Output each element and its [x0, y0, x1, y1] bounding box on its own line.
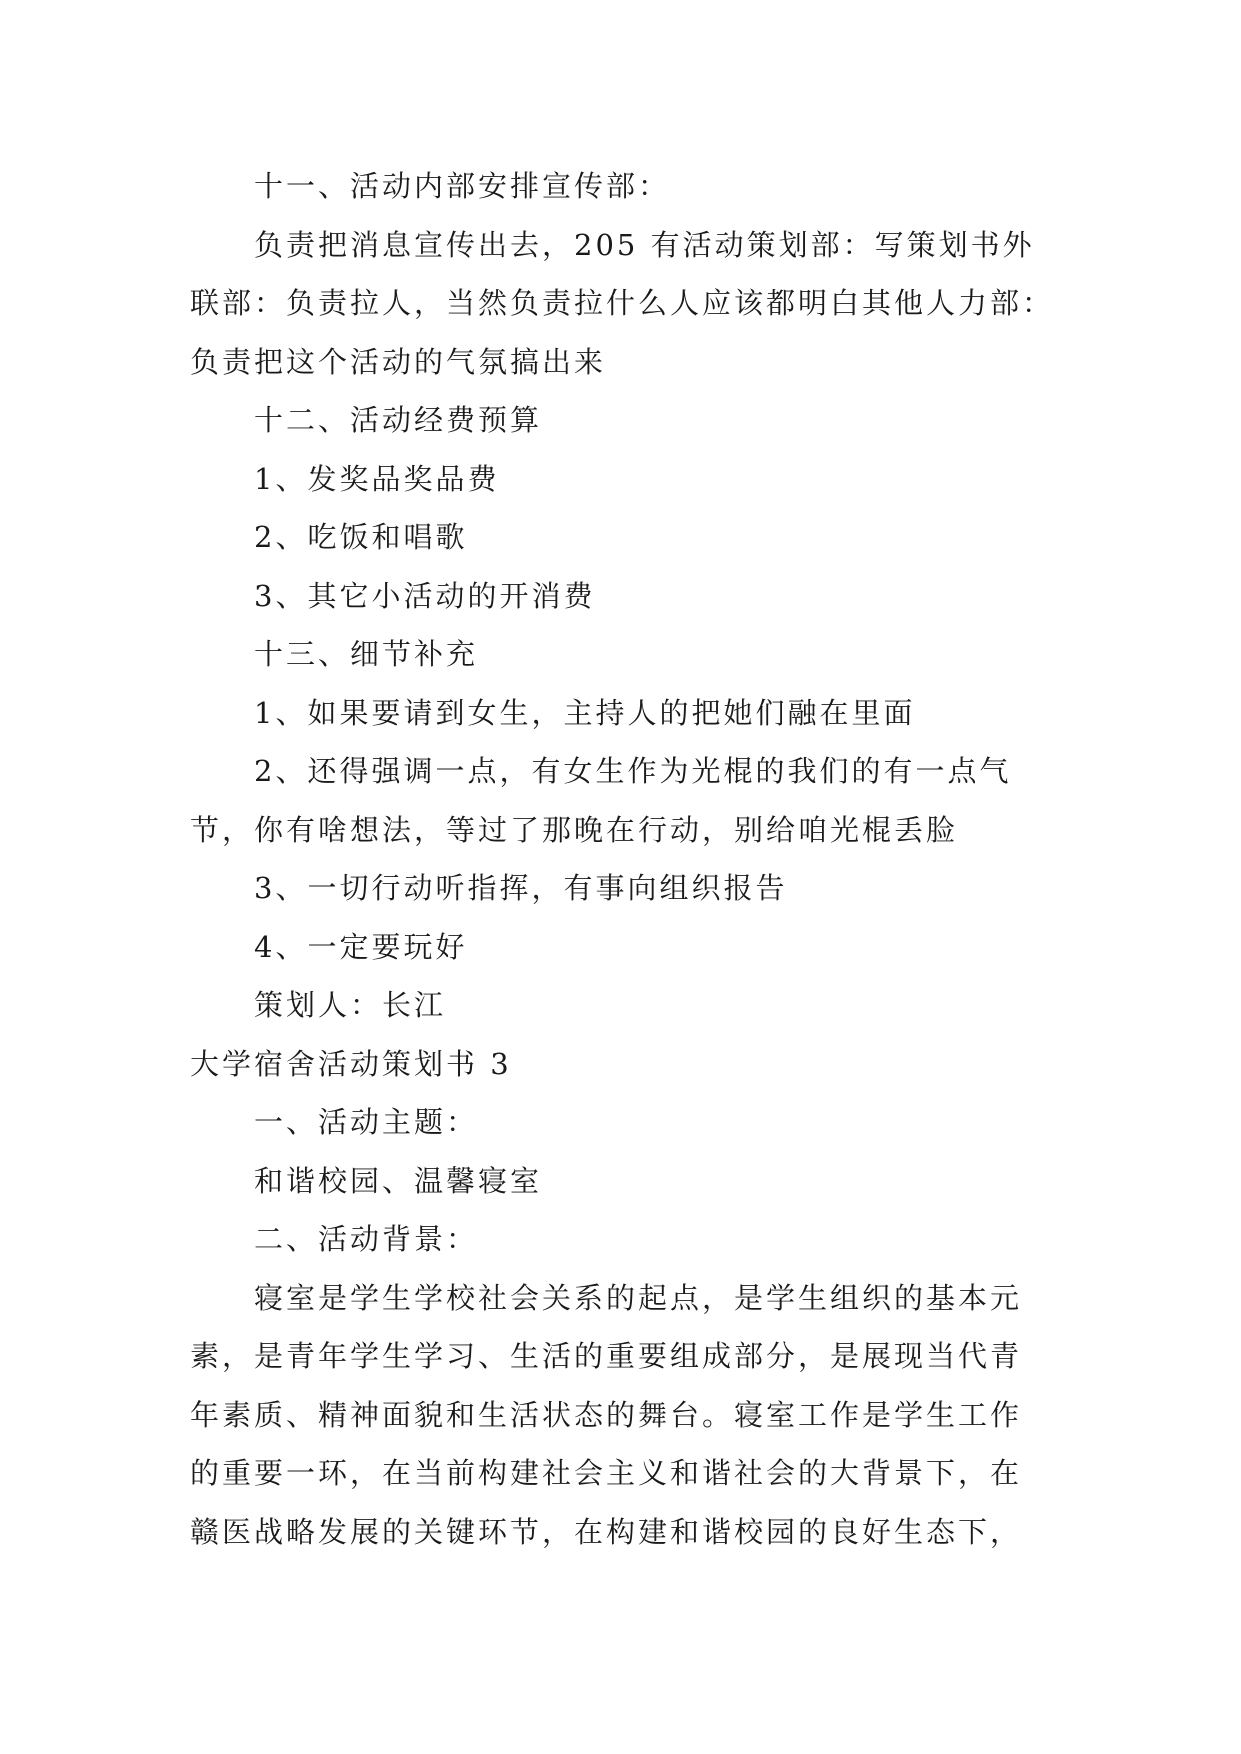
list-item: 2、吃饭和唱歌: [254, 520, 468, 554]
document-body: [190, 157, 1060, 1561]
list-item: 3、其它小活动的开消费: [254, 578, 596, 613]
list-item: 1、如果要请到女生，主持人的把她们融在里面: [254, 695, 916, 730]
list-item: 4、一定要玩好: [254, 929, 468, 964]
list-item: 1、发奖品奖品费: [254, 461, 500, 496]
paragraph-line: 的重要一环，在当前构建社会主义和谐社会的大背景下，在: [190, 1456, 1023, 1490]
section-heading-2: 二、活动背景：: [254, 1222, 479, 1256]
paragraph-line: 赣医战略发展的关键环节，在构建和谐校园的良好生态下，: [190, 1514, 1023, 1549]
section-heading-11: 十一、活动内部安排宣传部：: [254, 169, 671, 203]
paragraph-line: 寝室是学生学校社会关系的起点，是学生组织的基本元: [254, 1280, 1023, 1315]
planner-signature: 策划人：长江: [254, 988, 447, 1022]
section-heading-13: 十三、细节补充: [254, 637, 479, 671]
list-item: 3、一切行动听指挥，有事向组织报告: [254, 871, 788, 905]
paragraph-line: 年素质、精神面貌和生活状态的舞台。寝室工作是学生工作: [190, 1397, 1023, 1432]
list-item: 2、还得强调一点，有女生作为光棍的我们的有一点气: [254, 754, 1012, 788]
paragraph-line: 负责把消息宣传出去，205 有活动策划部：写策划书外: [254, 227, 1035, 262]
paragraph-line: 节，你有啥想法，等过了那晚在行动，别给咱光棍丢脸: [190, 812, 959, 847]
section-heading-12: 十二、活动经费预算: [254, 403, 543, 437]
paragraph-line: 联部：负责拉人，当然负责拉什么人应该都明白其他人力部：: [190, 286, 1055, 320]
paragraph-line: 和谐校园、温馨寝室: [254, 1163, 543, 1198]
paragraph-line: 负责把这个活动的气氛搞出来: [190, 344, 607, 379]
document-title: 大学宿舍活动策划书 3: [190, 1046, 512, 1081]
section-heading-1: 一、活动主题：: [254, 1105, 479, 1139]
paragraph-line: 素，是青年学生学习、生活的重要组成部分，是展现当代青: [190, 1339, 1023, 1373]
